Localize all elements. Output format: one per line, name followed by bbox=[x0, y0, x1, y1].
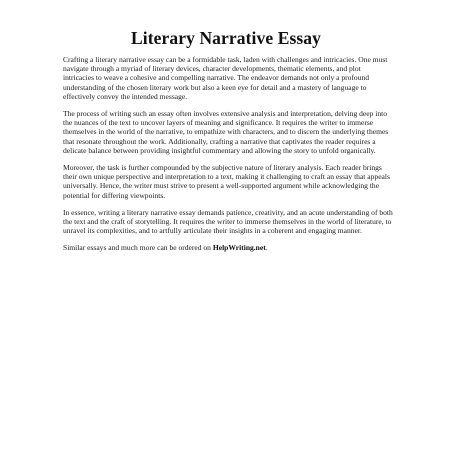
paragraph-3: Moreover, the task is further compounded by the subjective nature of literary analysis. Each reader brings their own unique perspective and interpretation to a text, making it challenging to craft an essay that appeals universally. Hence, the writer must strive to present a well-supported argument while acknowledging the potential for differing viewpoints. bbox=[63, 163, 390, 200]
helpwriting-link[interactable]: HelpWriting.net bbox=[212, 243, 266, 253]
closing-line bbox=[63, 243, 393, 252]
essay-body bbox=[63, 55, 393, 261]
closing-prefix: Similar essays and much more can be ordered on bbox=[63, 243, 213, 253]
page-title: Literary Narrative Essay bbox=[131, 28, 321, 48]
paragraph-4: In essence, writing a literary narrative essay demands patience, creativity, and an acute understanding of both the text and the craft of storytelling. It requires the writer to immerse themselves in the world of literature, to unravel its complexities, and to artfully articulate their insights in a coherent and engaging manner. bbox=[63, 207, 393, 236]
paragraph-2: The process of writing such an essay often involves extensive analysis and interpretation, delving deep into the nuances of the text to uncover layers of meaning and significance. It requires the writer to immerse themselves in the world of the narrative, to empathize with characters, and to discern the underlying themes that resonate throughout the work. Additionally, crafting a narrative that captivates the reader requires a delicate balance between providing insightful commentary and allowing the story to unfold organically. bbox=[63, 109, 389, 155]
paragraph-1: Crafting a literary narrative essay can be a formidable task, laden with challenges and intricacies. One must navigate through a myriad of literary devices, character developments, thematic elements, and plot intricacies to weave a cohesive and compelling narrative. The endeavor demands not only a profound understanding of the chosen literary work but also a keen eye for detail and a mastery of language to effectively convey the intended message. bbox=[63, 55, 388, 101]
closing-suffix: . bbox=[265, 243, 268, 253]
